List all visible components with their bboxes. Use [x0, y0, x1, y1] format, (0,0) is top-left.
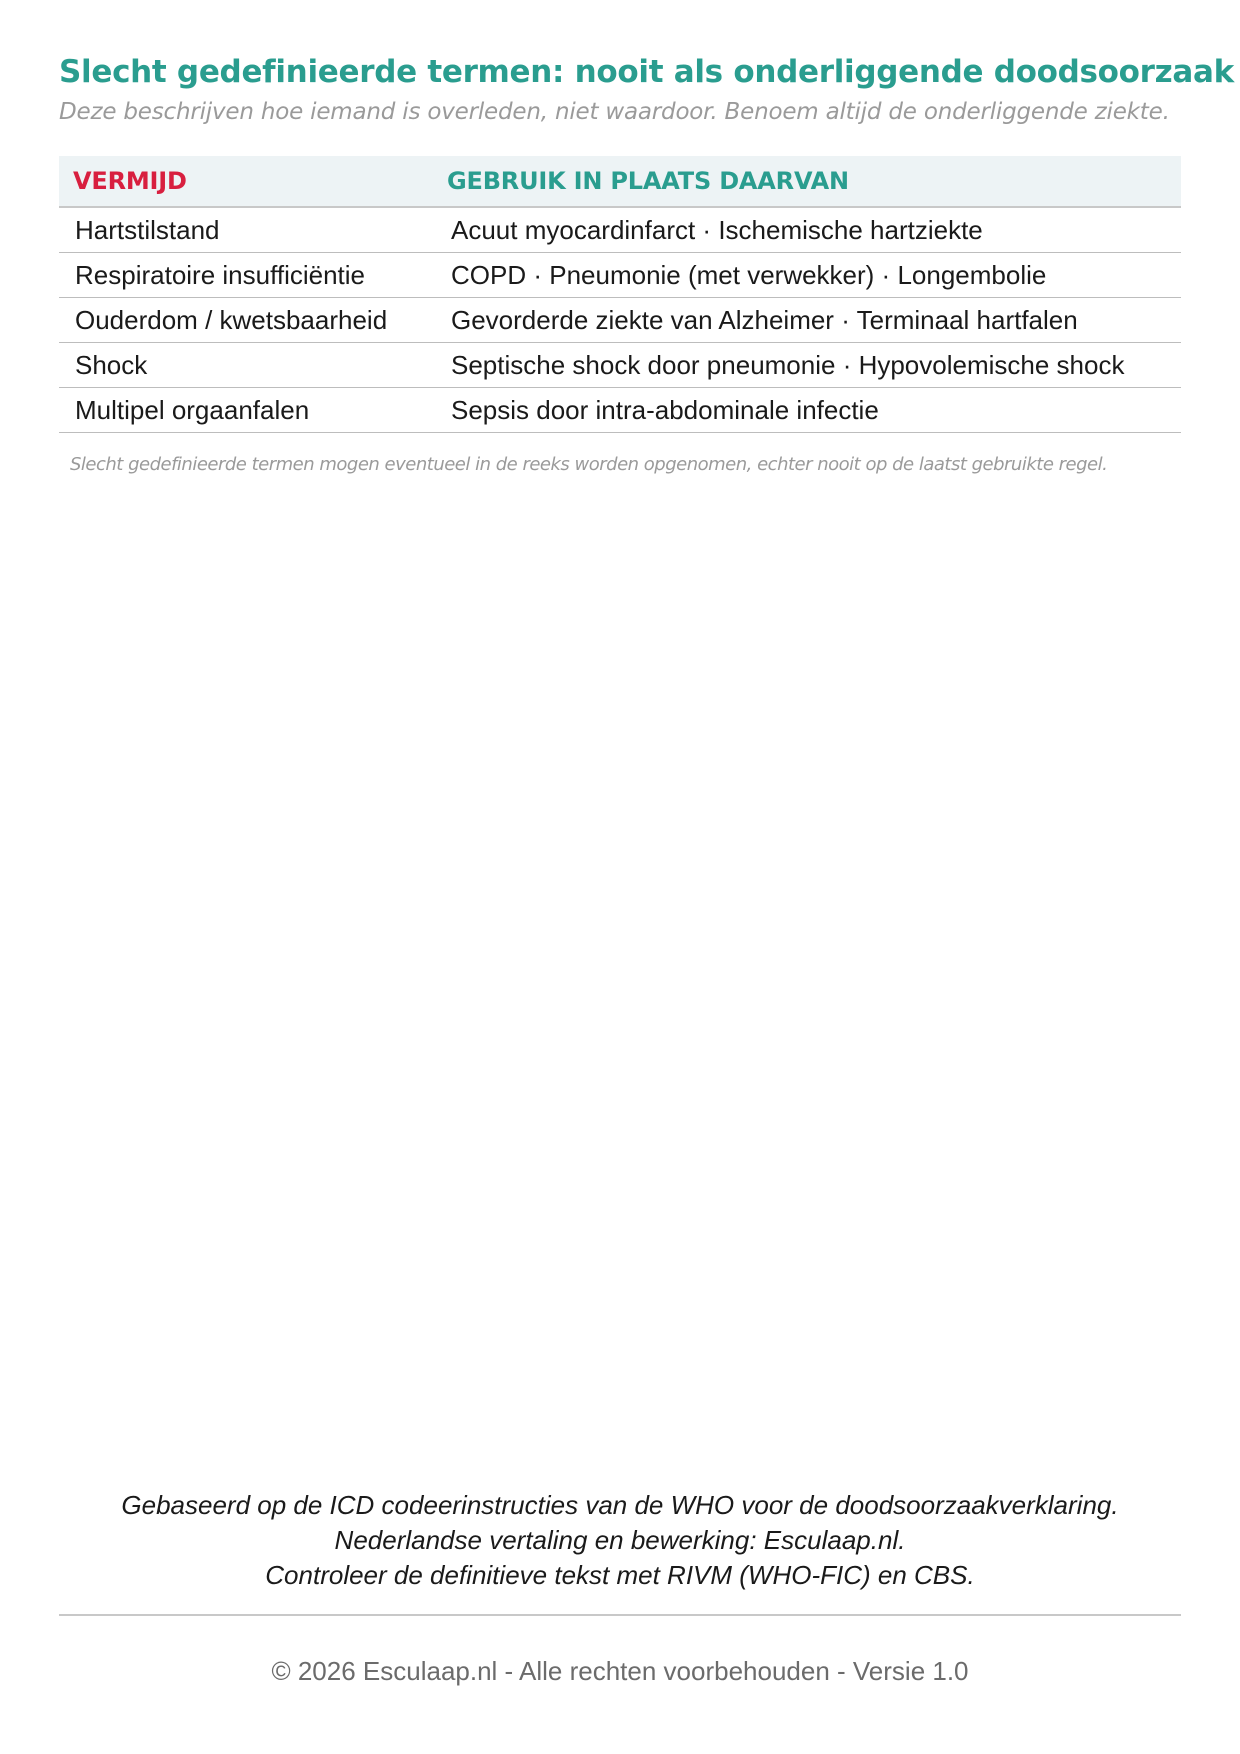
table-footnote: Slecht gedefinieerde termen mogen eventueel in de reeks worden opgenomen, echter nooit op de laatst gebruikte regel. [70, 454, 1108, 475]
footer-divider [59, 1614, 1181, 1616]
avoid-term: Ouderdom / kwetsbaarheid [59, 298, 433, 343]
recommended-term: COPD · Pneumonie (met verwekker) · Longembolie [433, 253, 1181, 298]
table-row [59, 343, 1181, 388]
source-line: Controleer de definitieve tekst met RIVM (WHO-FIC) en CBS. [265, 1560, 975, 1590]
source-line: Gebaseerd op de ICD codeerinstructies van de WHO voor de doodsoorzaakverklaring. [121, 1490, 1119, 1520]
avoid-term: Hartstilstand [59, 207, 433, 253]
avoid-term: Respiratoire insufficiëntie [59, 253, 433, 298]
recommended-term: Septische shock door pneumonie · Hypovolemische shock [433, 343, 1181, 388]
table-row [59, 298, 1181, 343]
copyright-notice: © 2026 Esculaap.nl - Alle rechten voorbehouden - Versie 1.0 [271, 1656, 969, 1686]
page-title: Slecht gedefinieerde termen: nooit als onderliggende doodsoorzaak [59, 54, 1234, 90]
recommended-term: Gevorderde ziekte van Alzheimer · Terminaal hartfalen [433, 298, 1181, 343]
source-attribution [59, 1488, 1181, 1593]
avoid-term: Multipel orgaanfalen [59, 388, 433, 433]
recommended-term: Acuut myocardinfarct · Ischemische hartziekte [433, 207, 1181, 253]
page-subtitle: Deze beschrijven hoe iemand is overleden, niet waardoor. Benoem altijd de onderliggende ziekte. [59, 99, 1170, 125]
column-header-avoid: VERMIJD [59, 156, 433, 207]
table-row [59, 207, 1181, 253]
table-row [59, 253, 1181, 298]
column-header-use-instead: GEBRUIK IN PLAATS DAARVAN [433, 156, 1181, 207]
source-line: Nederlandse vertaling en bewerking: Esculaap.nl. [334, 1525, 906, 1555]
recommended-term: Sepsis door intra-abdominale infectie [433, 388, 1181, 433]
table-row [59, 388, 1181, 433]
table-header-row [59, 156, 1181, 207]
avoid-term: Shock [59, 343, 433, 388]
terms-table [59, 156, 1181, 433]
